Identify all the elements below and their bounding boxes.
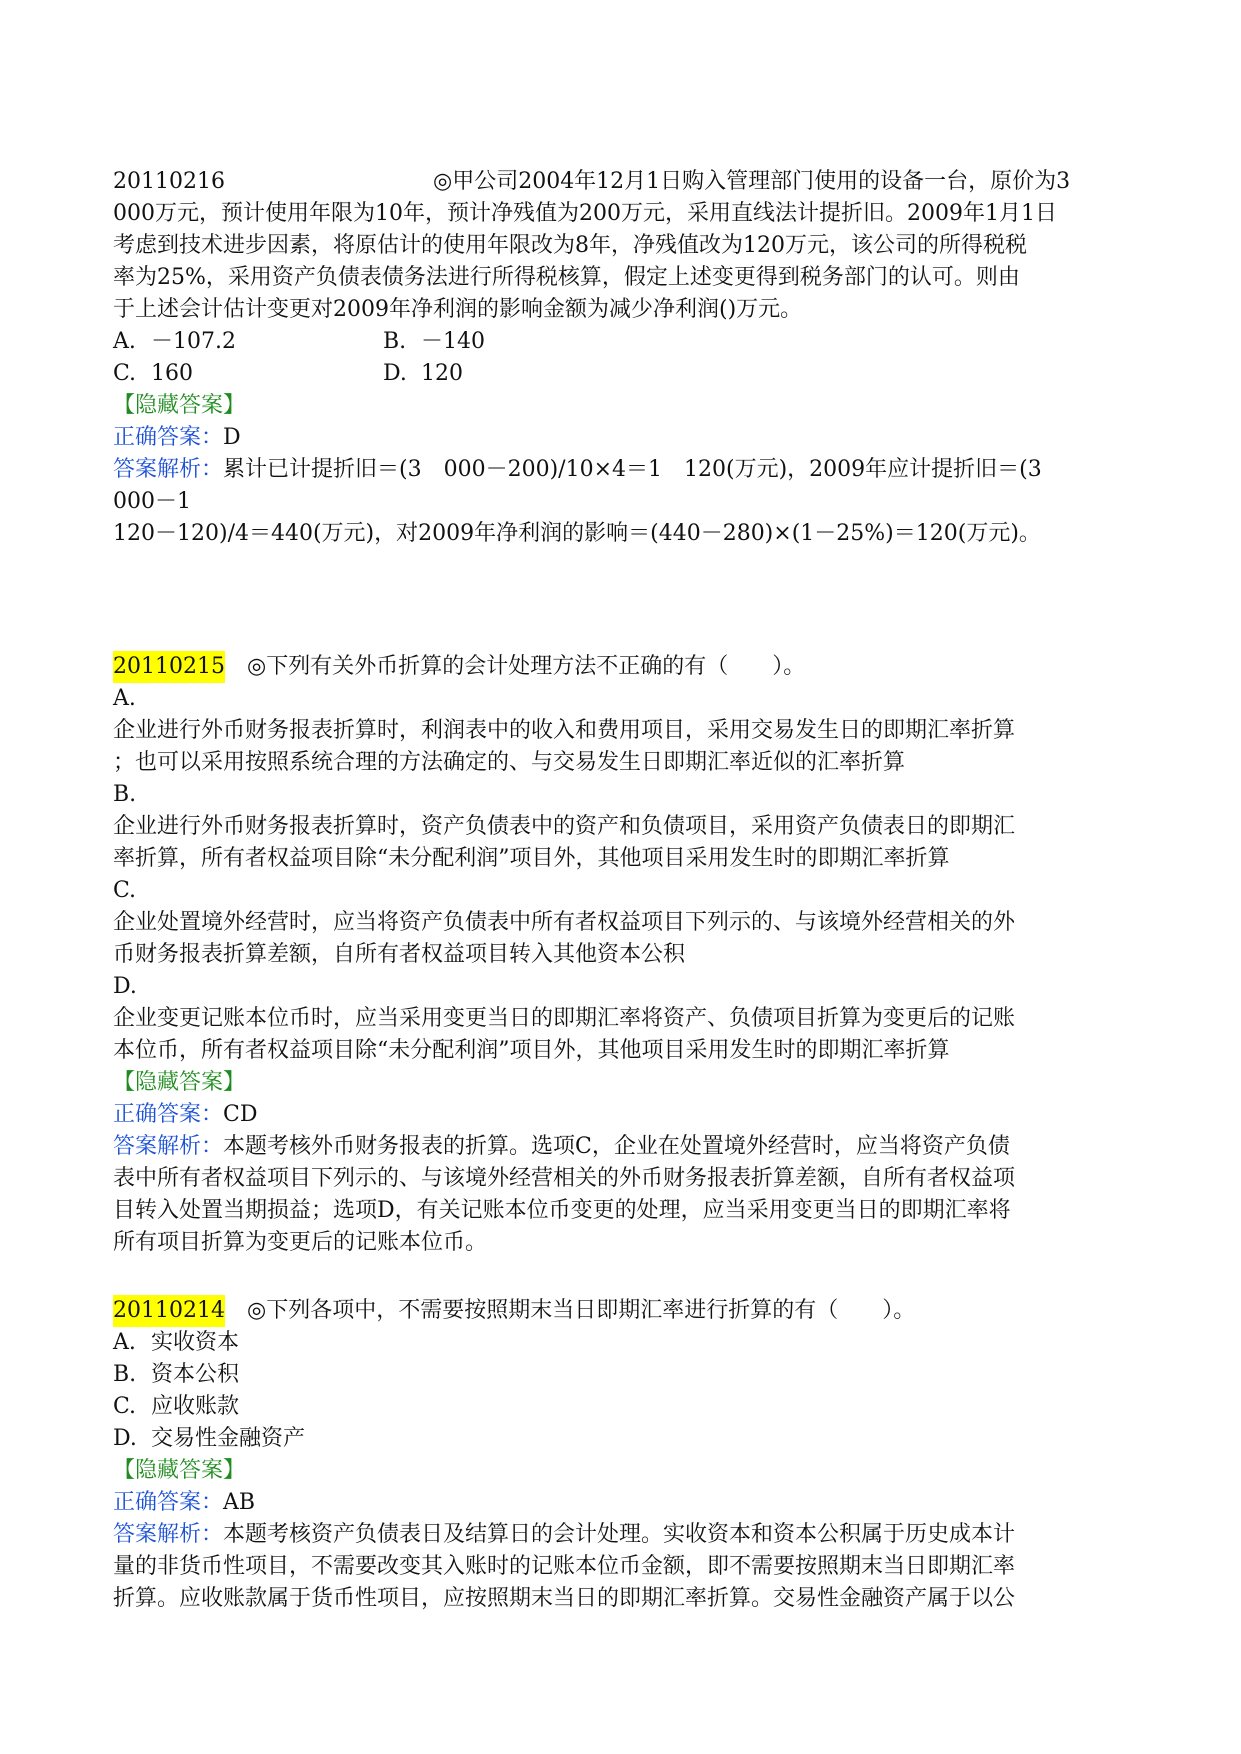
question-id: 20110214 [113, 1295, 225, 1327]
option-row [113, 326, 1133, 358]
option-letter: B. [113, 782, 137, 807]
option-text: 应收账款 [151, 1394, 240, 1419]
question-stem-text: ◎下列各项中，不需要按照期末当日即期汇率进行折算的有（ ）。 [247, 1298, 916, 1323]
analysis-line: 所有项目折算为变更后的记账本位币。 [113, 1230, 488, 1255]
option-letter: B. [383, 329, 407, 354]
hidden-answer-toggle[interactable]: 【隐藏答案】 [113, 1070, 246, 1095]
question-stem-line [113, 651, 1133, 683]
option-text: 率折算，所有者权益项目除“未分配利润”项目外，其他项目采用发生时的即期汇率折算 [113, 846, 950, 871]
analysis-line: 目转入处置当期损益；选项D，有关记账本位币变更的处理，应当采用变更当日的即期汇率将 [113, 1198, 1011, 1223]
hidden-answer-toggle[interactable]: 【隐藏答案】 [113, 1458, 246, 1483]
hidden-answer-toggle[interactable]: 【隐藏答案】 [113, 393, 246, 418]
analysis-line: 000－1 [113, 489, 191, 514]
option-b [383, 326, 653, 358]
option-letter: C. [113, 1394, 137, 1419]
option-text: 企业处置境外经营时，应当将资产负债表中所有者权益项目下列示的、与该境外经营相关的外 [113, 910, 1016, 935]
option-text: 企业变更记账本位币时，应当采用变更当日的即期汇率将资产、负债项目折算为变更后的记账 [113, 1006, 1016, 1031]
analysis-line [113, 1519, 1133, 1551]
option-text: 资本公积 [151, 1362, 240, 1387]
question-20110214 [113, 1295, 1133, 1615]
question-stem-line [113, 166, 1133, 198]
analysis-line: 量的非货币性项目，不需要改变其入账时的记账本位币金额，即不需要按照期末当日即期汇率 [113, 1554, 1016, 1579]
option-text: 企业进行外币财务报表折算时，资产负债表中的资产和负债项目，采用资产负债表日的即期汇 [113, 814, 1016, 839]
analysis-label: 答案解析： [113, 457, 224, 482]
question-id: 20110216 [113, 169, 225, 194]
option-letter: B. [113, 1362, 137, 1387]
analysis-line [113, 454, 1133, 486]
option-text: ；也可以采用按照系统合理的方法确定的、与交易发生日即期汇率近似的汇率折算 [113, 750, 906, 775]
correct-answer-label: 正确答案： [113, 425, 224, 450]
option-letter: C. [113, 361, 137, 386]
question-20110216 [113, 166, 1133, 550]
option-letter: A. [113, 329, 136, 354]
question-stem-line: 于上述会计估计变更对2009年净利润的影响金额为减少净利润()万元。 [113, 297, 803, 322]
correct-answer-line [113, 422, 1133, 454]
option-letter: A. [113, 1330, 136, 1355]
analysis-text: 本题考核资产负债表日及结算日的会计处理。实收资本和资本公积属于历史成本计 [223, 1522, 1016, 1547]
question-stem-text: ◎下列有关外币折算的会计处理方法不正确的有（ ）。 [247, 654, 806, 679]
option-letter: D. [113, 1426, 137, 1451]
option-letter: A. [113, 686, 136, 711]
option-text: 交易性金融资产 [151, 1426, 306, 1451]
question-20110215 [113, 651, 1133, 1259]
option-a [113, 1327, 1133, 1359]
option-text: 企业进行外币财务报表折算时，利润表中的收入和费用项目，采用交易发生日的即期汇率折算 [113, 718, 1016, 743]
option-d [113, 1423, 1133, 1455]
analysis-line [113, 1131, 1133, 1163]
correct-answer-label: 正确答案： [113, 1102, 224, 1127]
analysis-label: 答案解析： [113, 1134, 224, 1159]
correct-answer-value: CD [223, 1102, 258, 1127]
option-letter: C. [113, 878, 137, 903]
correct-answer-label: 正确答案： [113, 1490, 224, 1515]
option-text: 本位币，所有者权益项目除“未分配利润”项目外，其他项目采用发生时的即期汇率折算 [113, 1038, 950, 1063]
question-stem-line: 考虑到技术进步因素，将原估计的使用年限改为8年，净残值改为120万元，该公司的所得税税 [113, 233, 1027, 258]
question-stem-line: 率为25%，采用资产负债表债务法进行所得税核算，假定上述变更得到税务部门的认可。则由 [113, 265, 1020, 290]
option-a [113, 326, 383, 358]
correct-answer-line [113, 1487, 1133, 1519]
option-c [113, 358, 383, 390]
analysis-line: 表中所有者权益项目下列示的、与该境外经营相关的外币财务报表折算差额，自所有者权益项 [113, 1166, 1016, 1191]
correct-answer-value: AB [223, 1490, 256, 1515]
analysis-line: 120－120)/4＝440(万元)，对2009年净利润的影响＝(440－280)×(1－25%)＝120(万元)。 [113, 521, 1041, 546]
analysis-text: 累计已计提折旧＝(3 000－200)/10×4＝1 120(万元)，2009年应计提折旧＝(3 [223, 457, 1042, 482]
option-c [113, 1391, 1133, 1423]
option-letter: D. [113, 974, 137, 999]
option-row [113, 358, 1133, 390]
option-text: －140 [421, 329, 485, 354]
option-text: 币财务报表折算差额，自所有者权益项目转入其他资本公积 [113, 942, 686, 967]
option-text: 实收资本 [151, 1330, 240, 1355]
option-text: 120 [421, 361, 463, 386]
question-id: 20110215 [113, 651, 225, 683]
correct-answer-value: D [223, 425, 241, 450]
option-b [113, 1359, 1133, 1391]
option-letter: D. [383, 361, 407, 386]
option-text: －107.2 [151, 329, 236, 354]
analysis-label: 答案解析： [113, 1522, 224, 1547]
correct-answer-line [113, 1099, 1133, 1131]
question-stem-text: ◎甲公司2004年12月1日购入管理部门使用的设备一台，原价为3 [433, 169, 1071, 194]
analysis-text: 本题考核外币财务报表的折算。选项C，企业在处置境外经营时，应当将资产负债 [223, 1134, 1010, 1159]
question-stem-line [113, 1295, 1133, 1327]
option-d [383, 358, 653, 390]
question-stem-line: 000万元，预计使用年限为10年，预计净残值为200万元，采用直线法计提折旧。2009年1月1日 [113, 201, 1057, 226]
option-text: 160 [151, 361, 193, 386]
analysis-line: 折算。应收账款属于货币性项目，应按照期末当日的即期汇率折算。交易性金融资产属于以公 [113, 1586, 1016, 1611]
